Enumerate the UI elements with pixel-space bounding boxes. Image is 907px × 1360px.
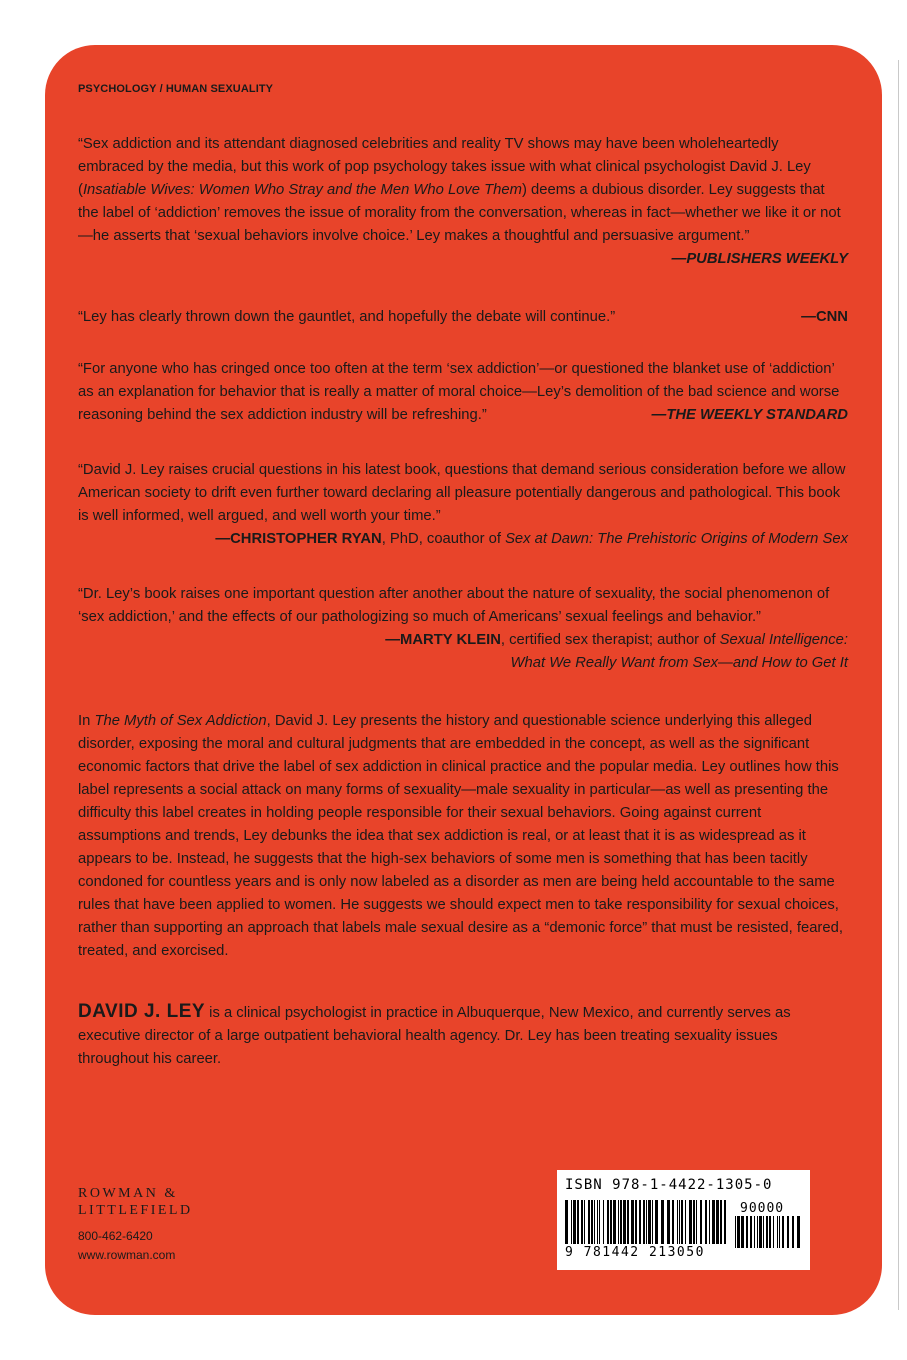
barcode-bar — [610, 1200, 612, 1244]
publisher-website: www.rowman.com — [78, 1248, 176, 1262]
source-book-title: Sexual Intelligence: — [719, 632, 848, 648]
barcode-bar — [689, 1200, 692, 1244]
author-bio — [78, 1000, 848, 1071]
source-detail: , PhD, coauthor of — [381, 531, 506, 547]
barcode-bar — [757, 1216, 758, 1248]
barcode-bar — [716, 1200, 719, 1244]
barcode-bar — [763, 1216, 764, 1248]
quote-text: “Ley has clearly thrown down the gauntlet, and hopefully the debate will continue.” — [78, 309, 616, 325]
quoted-book-title: Insatiable Wives: Women Who Stray and the Men Who Love Them — [82, 182, 522, 198]
barcode-bar — [777, 1216, 778, 1248]
barcode-bar — [599, 1200, 600, 1244]
barcode-bar — [746, 1216, 748, 1248]
review-source — [78, 248, 848, 271]
barcode-bar — [584, 1200, 585, 1244]
barcode-bar — [720, 1200, 722, 1244]
barcode-bar — [724, 1200, 726, 1244]
barcode-bar — [754, 1216, 755, 1248]
source-detail: , certified sex therapist; author of — [500, 632, 720, 648]
barcode-bar — [773, 1216, 774, 1248]
barcode-bar — [705, 1200, 707, 1244]
publisher-contact — [78, 1227, 175, 1265]
description-body: , David J. Ley presents the history and questionable science underlying this alleged disorder, exposing the moral and cultural judgments that are embedded in the concept, as well as the significant economic factors that drive the label of sex addiction in clinical practice and the popular media. Ley outlines how this label represents a social attack on many forms of sexuality—male sexuality in particular—as well as presenting the difficulty this label creates in holding people responsible for their sexual behaviors. Going against current assumptions and trends, Ley debunks the idea that sex addiction is real, or at least that it is as widespread as it appears to be. Instead, he suggests that the high-sex behaviors of some men is something that has been tacitly condoned for countless years and is only now labeled as a disorder as men are being held accountable to the same rules that have been applied to women. He suggests we should expect men to take responsibility for sexual choices, rather than supporting an approach that labels male sexual desire as a “demonic force” that must be resisted, feared, treated, and exorcised. — [78, 713, 843, 959]
source-book-title: Sex at Dawn: The Prehistoric Origins of Modern Sex — [505, 531, 848, 547]
barcode-bar — [750, 1216, 752, 1248]
review-source-continued — [78, 652, 848, 675]
author-bio-text — [78, 1000, 848, 1071]
barcode-bar — [571, 1200, 572, 1244]
barcode-bar — [565, 1200, 568, 1244]
source-name: —CNN — [801, 309, 848, 325]
description-intro: In — [78, 713, 95, 729]
barcode-bar — [597, 1200, 598, 1244]
barcode-bar — [693, 1200, 695, 1244]
quote-text: ) deems a dubious disorder. Ley suggests that the label of ‘addiction’ removes the issue of morality from the conversation, whereas in fact—whether we like it or not—he asserts that ‘sexual behaviors involve choice.’ Ley makes a thoughtful and persuasive argument.” — [78, 182, 841, 244]
barcode-bar — [631, 1200, 634, 1244]
source-name: —CHRISTOPHER RYAN — [215, 531, 382, 547]
barcode-bar — [627, 1200, 629, 1244]
price-code: 90000 — [740, 1201, 785, 1216]
publisher-logo-line1: ROWMAN & — [78, 1186, 178, 1201]
source-name: —MARTY KLEIN — [385, 632, 501, 648]
author-name: DAVID J. LEY — [78, 1001, 206, 1022]
publisher-phone: 800-462-6420 — [78, 1229, 153, 1243]
barcode-bar — [735, 1216, 736, 1248]
barcode-bar — [685, 1200, 686, 1244]
barcode-bar — [613, 1200, 616, 1244]
barcode-bar — [766, 1216, 768, 1248]
review-quote — [78, 306, 848, 329]
barcode-bar — [573, 1200, 576, 1244]
barcode-bar — [594, 1200, 595, 1244]
barcode-bar — [741, 1216, 744, 1248]
barcode-bar — [759, 1216, 762, 1248]
category-label: PSYCHOLOGY / HUMAN SEXUALITY — [78, 83, 274, 95]
barcode-bar — [643, 1200, 645, 1244]
review-source — [78, 528, 848, 551]
quote-text: “For anyone who has cringed once too often at the term ‘sex addiction’—or questioned the blanket use of ‘addiction’ as an explanation for behavior that is really a matter of moral choice—Ley’s demolition of the bad science and worse reasoning behind the sex addiction industry will be refreshing.” — [78, 361, 840, 423]
barcode-bar — [769, 1216, 771, 1248]
page-edge-line — [898, 60, 899, 1310]
barcode-bar — [652, 1200, 653, 1244]
review-source — [78, 629, 848, 652]
book-description — [78, 710, 848, 963]
barcode-bar — [623, 1200, 626, 1244]
addon-barcode-bars — [735, 1216, 803, 1248]
barcode-bar — [646, 1200, 647, 1244]
source-name: —PUBLISHERS WEEKLY — [671, 251, 848, 267]
barcode-bar — [639, 1200, 641, 1244]
barcode-bar — [581, 1200, 583, 1244]
review-weekly-standard — [78, 358, 848, 427]
quote-text: “Sex addiction and its attendant diagnosed celebrities and reality TV shows may have been wholeheartedly embraced by the media, but this work of pop psychology takes issue with what clinical psychologist David J. Ley ( — [78, 136, 811, 198]
back-cover — [45, 45, 882, 1315]
author-bio-body: is a clinical psychologist in practice in Albuquerque, New Mexico, and currently serves as executive director of a large outpatient behavioral health agency. Dr. Ley has been treating sexuality issues throughout his career. — [78, 1005, 791, 1067]
barcode-bar — [782, 1216, 784, 1248]
isbn-barcode — [557, 1170, 810, 1270]
barcode-bar — [677, 1200, 678, 1244]
barcode-bar — [779, 1216, 780, 1248]
barcode-bar — [635, 1200, 637, 1244]
review-cnn — [78, 306, 848, 329]
description-text — [78, 710, 848, 963]
barcode-bar — [679, 1200, 680, 1244]
barcode-bar — [672, 1200, 674, 1244]
barcode-bar — [709, 1200, 710, 1244]
review-quote — [78, 133, 848, 248]
publisher-logo — [78, 1185, 193, 1219]
review-marty-klein — [78, 583, 848, 675]
barcode-bar — [797, 1216, 800, 1248]
barcode-bar — [792, 1216, 794, 1248]
review-quote — [78, 583, 848, 629]
barcode-bar — [577, 1200, 579, 1244]
review-quote — [78, 459, 848, 528]
review-christopher-ryan — [78, 459, 848, 551]
barcode-bar — [591, 1200, 593, 1244]
review-publishers-weekly — [78, 133, 848, 271]
quote-text: “David J. Ley raises crucial questions in his latest book, questions that demand serious consideration before we allow American society to drift even further toward declaring all pleasure potentially dangerous and pathological. This book is well informed, well argued, and well worth your time.” — [78, 462, 846, 524]
ean-barcode-bars — [565, 1200, 730, 1244]
source-book-subtitle: What We Really Want from Sex—and How to Get It — [510, 655, 848, 671]
barcode-bar — [588, 1200, 590, 1244]
isbn-text: ISBN 978-1-4422-1305-0 — [565, 1177, 773, 1193]
publisher-logo-line2: LITTLEFIELD — [78, 1203, 193, 1218]
barcode-bar — [648, 1200, 651, 1244]
barcode-bar — [607, 1200, 609, 1244]
source-name: —THE WEEKLY STANDARD — [651, 407, 848, 423]
barcode-bar — [655, 1200, 658, 1244]
book-title: The Myth of Sex Addiction — [94, 713, 267, 729]
quote-text: “Dr. Ley’s book raises one important question after another about the nature of sexuality, the social phenomenon of ‘sex addiction,’ and the effects of our pathologizing so much of Americans’ sexual feelings and behavior.” — [78, 586, 830, 625]
barcode-bar — [787, 1216, 789, 1248]
barcode-bar — [700, 1200, 702, 1244]
barcode-bar — [681, 1200, 683, 1244]
barcode-bar — [618, 1200, 619, 1244]
ean-digits: 9 781442 213050 — [565, 1245, 705, 1260]
barcode-bar — [603, 1200, 604, 1244]
barcode-bar — [620, 1200, 622, 1244]
barcode-bar — [696, 1200, 697, 1244]
barcode-bar — [661, 1200, 664, 1244]
barcode-bar — [737, 1216, 740, 1248]
barcode-bar — [712, 1200, 715, 1244]
barcode-bar — [667, 1200, 670, 1244]
